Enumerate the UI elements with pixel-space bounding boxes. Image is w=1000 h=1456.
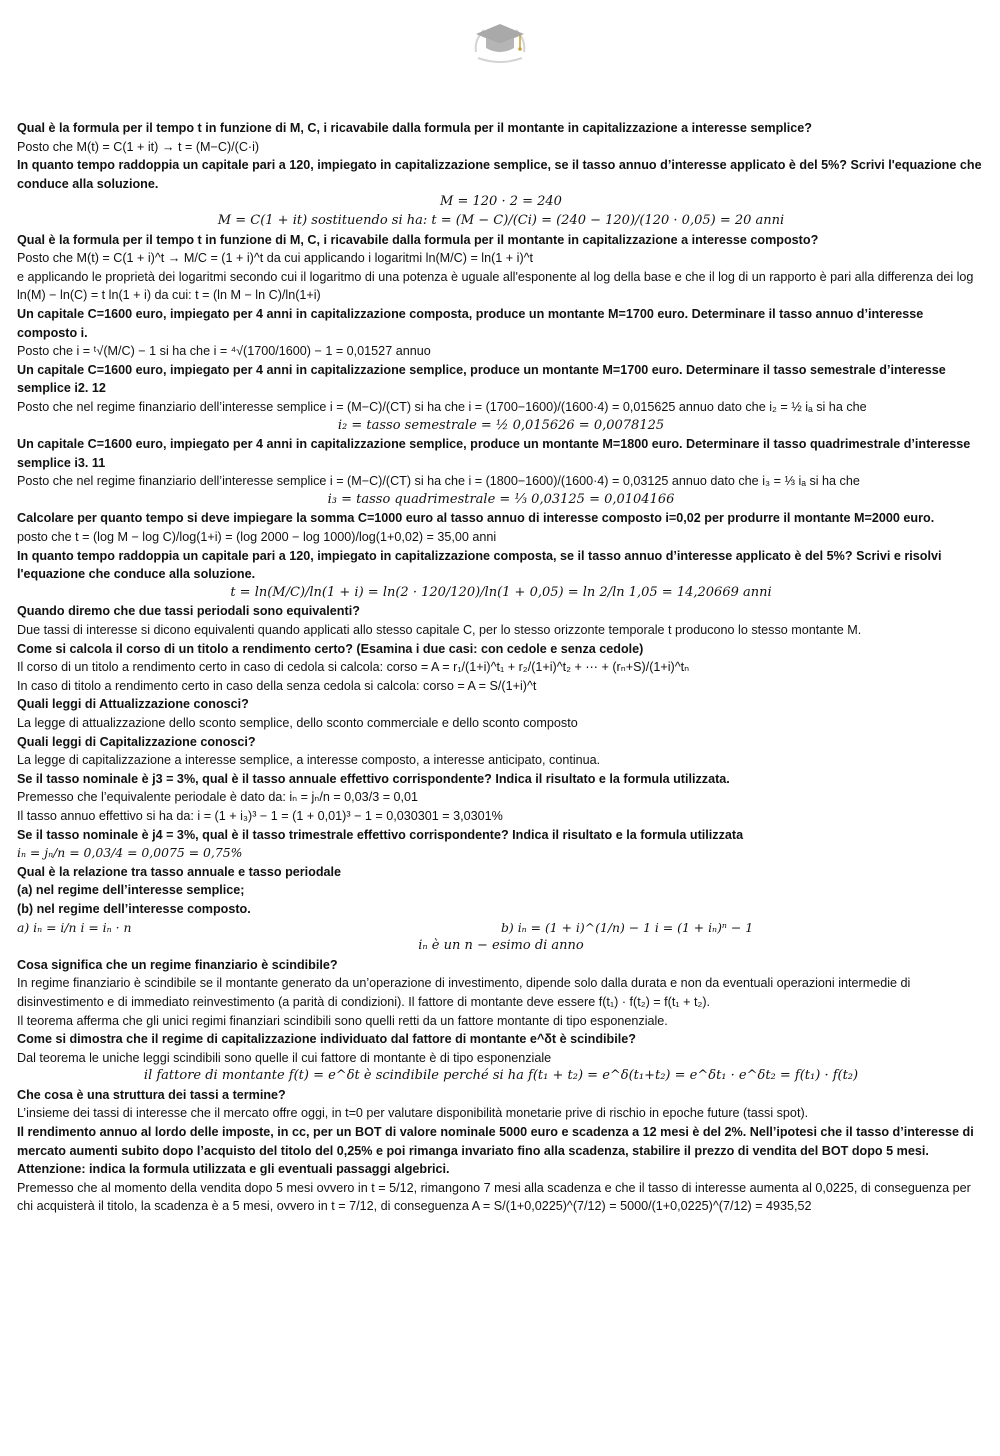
formula-row xyxy=(17,919,985,938)
answer-line: Posto che nel regime finanziario dell’interesse semplice i = (M−C)/(CT) si ha che i = (1700−1600)/(1600·4) = 0,015625 annuo dato che i₂ = ½ iₐ si ha che xyxy=(17,399,867,414)
answer-line: La legge di capitalizzazione a interesse semplice, a interesse composto, a interesse anticipato, continua. xyxy=(17,753,601,768)
answer-line: In caso di titolo a rendimento certo in caso della senza cedola si calcola: corso = A = S/(1+i)^t xyxy=(17,678,537,693)
answer-line: Posto che M(t) = C(1 + i)^t → M/C = (1 + i)^t da cui applicando i logaritmi ln(M/C) = ln(1 + i)^t xyxy=(17,251,534,266)
centered-formula: iₙ è un n − esimo di anno xyxy=(418,938,584,954)
centered-formula: i₃ = tasso quadrimestrale = ⅓ 0,03125 = 0,0104166 xyxy=(327,491,675,507)
question: Il rendimento annuo al lordo delle imposte, in cc, per un BOT di valore nominale 5000 euro e scadenza a 12 mesi è del 2%. Nell’ipotesi che il tasso d’interesse di mercato aumenti subito dopo l’acquisto del titolo del 0,25% e poi rimanga invariato fino alla scadenza, stabilire il prezzo di vendita del BOT dopo 5 mesi. Attenzione: indica la formula utilizzata e gli eventuali passaggi algebrici. xyxy=(17,1125,974,1177)
answer-line: Il tasso annuo effettivo si ha da: i = (1 + i₃)³ − 1 = (1 + 0,01)³ − 1 = 0,030301 = 3,0301% xyxy=(17,808,503,823)
question: Se il tasso nominale è j4 = 3%, qual è il tasso trimestrale effettivo corrispondente? Indica il risultato e la formula utilizzata xyxy=(17,827,744,842)
question: Calcolare per quanto tempo si deve impiegare la somma C=1000 euro al tasso annuo di interesse composto i=0,02 per produrre il montante M=2000 euro. xyxy=(17,511,935,526)
question: Quali leggi di Attualizzazione conosci? xyxy=(17,697,249,712)
document-body xyxy=(17,119,985,1216)
answer-line: Premesso che l’equivalente periodale è dato da: iₙ = jₙ/n = 0,03/3 = 0,01 xyxy=(17,790,419,805)
question: In quanto tempo raddoppia un capitale pari a 120, impiegato in capitalizzazione semplice, se il tasso annuo d’interesse applicato è del 5%? Scrivi l'equazione che conduce alla soluzione. xyxy=(17,158,982,191)
question: Quali leggi di Capitalizzazione conosci? xyxy=(17,734,256,749)
formula-cell: b) iₙ = (1 + i)^(1/n) − 1 i = (1 + iₙ)ⁿ − 1 xyxy=(501,919,754,935)
question: Come si calcola il corso di un titolo a rendimento certo? (Esamina i due casi: con cedole e senza cedole) xyxy=(17,641,644,656)
answer-line: Il teorema afferma che gli unici regimi finanziari scindibili sono quelli retti da un fattore montante di tipo esponenziale. xyxy=(17,1013,668,1028)
answer-line: Posto che M(t) = C(1 + it) → t = (M−C)/(C·i) xyxy=(17,139,260,154)
question: Qual è la relazione tra tasso annuale e tasso periodale xyxy=(17,864,342,879)
question: Cosa significa che un regime finanziario è scindibile? xyxy=(17,957,338,972)
answer-line: In regime finanziario è scindibile se il montante generato da un’operazione di investimento, dipende solo dalla durata e non da eventuali operazioni intermedie di disinvestimento e di immediato reinvestimento (a parità di condizioni). Il fattore di montante deve essere f(t₁) · f(t₂) = f(t₁ + t₂). xyxy=(17,976,911,1009)
question: Un capitale C=1600 euro, impiegato per 4 anni in capitalizzazione composta, produce un montante M=1700 euro. Determinare il tasso annuo d’interesse composto i. xyxy=(17,306,924,340)
formula-cell: a) iₙ = i/n i = iₙ · n xyxy=(17,919,132,935)
answer-line: iₙ = jₙ/n = 0,03/4 = 0,0075 = 0,75% xyxy=(17,845,243,861)
question: Quando diremo che due tassi periodali sono equivalenti? xyxy=(17,604,360,619)
question: Che cosa è una struttura dei tassi a termine? xyxy=(17,1087,286,1102)
answer-line: Premesso che al momento della vendita dopo 5 mesi ovvero in t = 5/12, rimangono 7 mesi alla scadenza e che il tasso di interesse aumenta al 0,0225, di conseguenza per chi acquisterà il titolo, la scadenza è a 5 mesi, ovvero in t = 7/12, di conseguenza A = S/(1+0,0225)^(7/12) = 5000/(1+0,0225)^(7/12) = 4935,52 xyxy=(17,1180,971,1214)
answer-line: Due tassi di interesse si dicono equivalenti quando applicati allo stesso capitale C, per lo stesso orizzonte temporale t producono lo stesso montante M. xyxy=(17,623,862,638)
answer-line: Posto che nel regime finanziario dell’interesse semplice i = (M−C)/(CT) si ha che i = (1800−1600)/(1600·4) = 0,03125 annuo dato che i₃ = ⅓ iₐ si ha che xyxy=(17,474,860,489)
question: Come si dimostra che il regime di capitalizzazione individuato dal fattore di montante e^δt è scindibile? xyxy=(17,1032,636,1047)
answer-line: Dal teorema le uniche leggi scindibili sono quelle il cui fattore di montante è di tipo esponenziale xyxy=(17,1050,552,1065)
centered-formula: t = ln(M/C)/ln(1 + i) = ln(2 · 120/120)/ln(1 + 0,05) = ln 2/ln 1,05 = 14,20669 anni xyxy=(230,584,772,600)
question: (a) nel regime dell’interesse semplice; xyxy=(17,883,245,898)
answer-line: e applicando le proprietà dei logaritmi secondo cui il logaritmo di una potenza è uguale all'esponente al log della base e che il log di un rapporto è pari alla differenza dei log ln(M) − ln(C) = t ln(1 + i) da cui: t = (ln M − ln C)/ln(1+i) xyxy=(17,269,974,303)
centered-formula: M = 120 · 2 = 240 xyxy=(440,194,562,210)
answer-line: posto che t = (log M − log C)/log(1+i) = (log 2000 − log 1000)/log(1+0,02) = 35,00 anni xyxy=(17,530,497,545)
answer-line: La legge di attualizzazione dello sconto semplice, dello sconto commerciale e dello sconto composto xyxy=(17,716,578,730)
answer-line: Posto che i = ᵗ√(M/C) − 1 si ha che i = ⁴√(1700/1600) − 1 = 0,01527 annuo xyxy=(17,344,431,359)
centered-formula: il fattore di montante f(t) = e^δt è scindibile perché si ha f(t₁ + t₂) = e^δ(t₁+t₂) = e^δt₁ · e^δt₂ = f(t₁) · f(t₂) xyxy=(143,1068,859,1084)
answer-line: Il corso di un titolo a rendimento certo in caso di cedola si calcola: corso = A = r₁/(1+i)^t₁ + r₂/(1+i)^t₂ + ⋯ + (rₙ+S)/(1+i)^tₙ xyxy=(17,660,690,675)
centered-formula: M = C(1 + it) sostituendo si ha: t = (M − C)/(Ci) = (240 − 120)/(120 · 0,05) = 20 anni xyxy=(217,212,785,228)
question: Un capitale C=1600 euro, impiegato per 4 anni in capitalizzazione semplice, produce un montante M=1800 euro. Determinare il tasso quadrimestrale d’interesse semplice i3. 11 xyxy=(17,437,971,470)
question: In quanto tempo raddoppia un capitale pari a 120, impiegato in capitalizzazione composta, se il tasso annuo d’interesse applicato è del 5%? Scrivi e risolvi l'equazione che conduce alla soluzione. xyxy=(17,548,942,582)
graduation-cap-icon xyxy=(470,18,530,66)
question: Un capitale C=1600 euro, impiegato per 4 anni in capitalizzazione semplice, produce un montante M=1700 euro. Determinare il tasso semestrale d’interesse semplice i2. 12 xyxy=(17,362,946,396)
question: (b) nel regime dell’interesse composto. xyxy=(17,901,251,916)
centered-formula: i₂ = tasso semestrale = ½ 0,015626 = 0,0078125 xyxy=(337,417,665,433)
question: Se il tasso nominale è j3 = 3%, qual è il tasso annuale effettivo corrispondente? Indica il risultato e la formula utilizzata. xyxy=(17,771,730,786)
question: Qual è la formula per il tempo t in funzione di M, C, i ricavabile dalla formula per il montante in capitalizzazione a interesse composto? xyxy=(17,232,819,247)
question: Qual è la formula per il tempo t in funzione di M, C, i ricavabile dalla formula per il montante in capitalizzazione a interesse semplice? xyxy=(17,121,812,135)
answer-line: L’insieme dei tassi di interesse che il mercato offre oggi, in t=0 per valutare disponibilità monetarie prive di rischio in epoche future (tassi spot). xyxy=(17,1106,809,1121)
